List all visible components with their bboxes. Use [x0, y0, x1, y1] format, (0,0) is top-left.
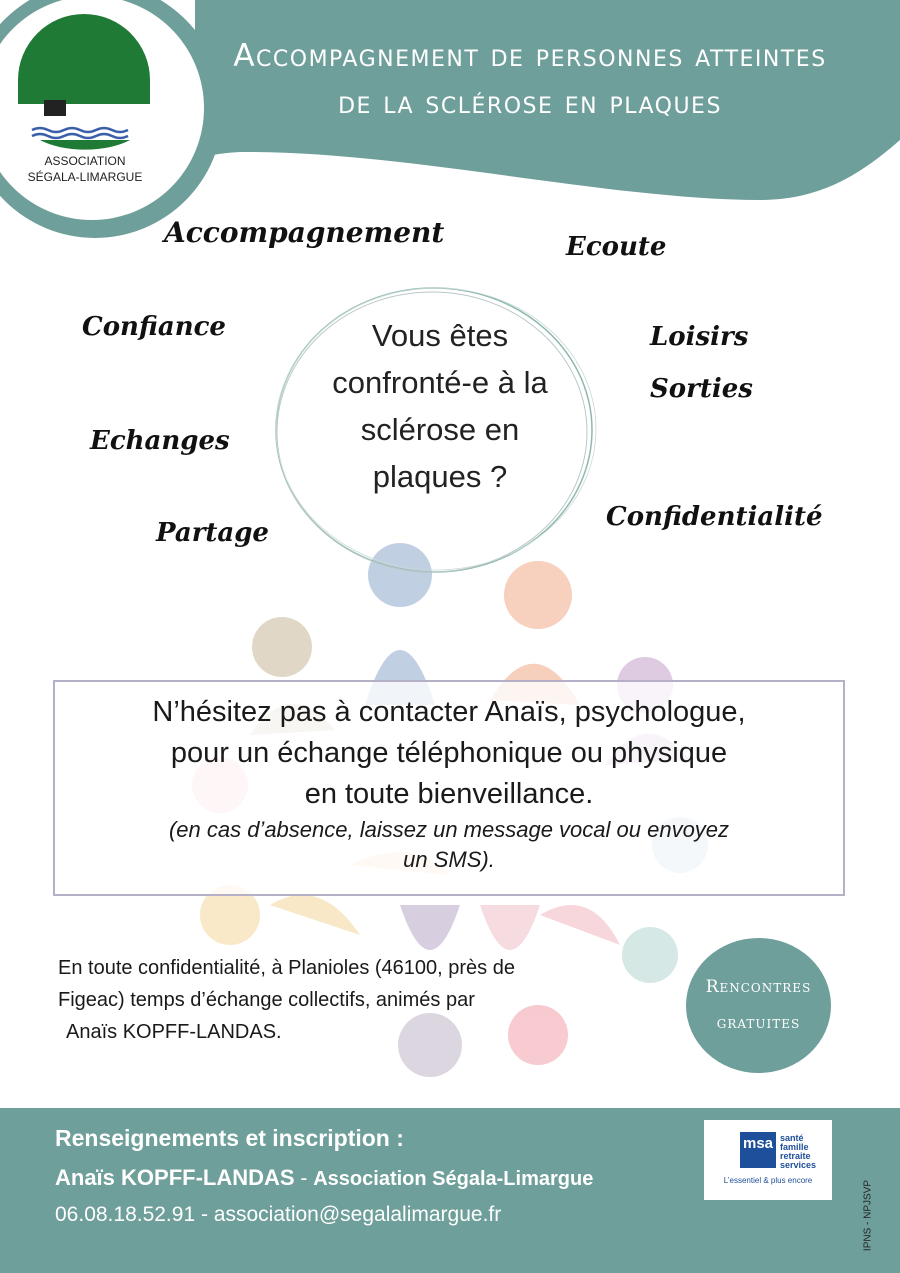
keyword-sorties: Sorties [650, 374, 753, 404]
keyword-partage: Partage [156, 518, 269, 548]
contact-line-2: pour un échange téléphonique ou physique [170, 737, 728, 769]
msa-letters: msa [742, 1135, 774, 1152]
side-code: IPNS - NPJSVP [862, 1179, 874, 1252]
keyword-confidentialite: Confidentialité [606, 502, 823, 532]
info-line-2: Figeac) temps d’échange collectifs, animés par [58, 989, 475, 1011]
footer-phone-email: 06.08.18.52.91 - association@segalalimargue.fr [55, 1203, 502, 1226]
keyword-accompagnement: Accompagnement [164, 216, 445, 249]
msa-tagline: L’essentiel & plus encore [723, 1176, 813, 1185]
msa-word-famille: famille [780, 1142, 809, 1152]
footer-contact-line [55, 1165, 593, 1191]
contact-line-1: N’hésitez pas à contacter Anaïs, psychologue, [152, 696, 746, 728]
contact-note-line-1: (en cas d’absence, laissez un message vocal ou envoyez [168, 817, 730, 842]
association-logo [0, 0, 205, 240]
contact-box [53, 680, 845, 896]
logo-text-name: SÉGALA-LIMARGUE [27, 170, 143, 184]
contact-line-3: en toute bienveillance. [304, 778, 594, 810]
tree-icon [0, 0, 170, 150]
msa-word-retraite: retraite [780, 1151, 811, 1161]
contact-note [55, 815, 843, 875]
question-line-3: sclérose en [360, 412, 520, 447]
msa-word-services: services [780, 1160, 817, 1170]
badge-line-1: Rencontres [705, 977, 812, 997]
free-meetings-badge [686, 938, 831, 1073]
msa-logo [704, 1120, 832, 1200]
footer-contact-name: Anaïs KOPFF-LANDAS [55, 1165, 295, 1190]
question-text [290, 312, 590, 500]
header-title-line-2: de la sclérose en plaques [338, 85, 722, 121]
keyword-echanges: Echanges [90, 426, 230, 456]
logo-text-association: ASSOCIATION [44, 154, 126, 168]
contact-note-line-2: un SMS). [403, 847, 495, 872]
footer-separator: - [294, 1167, 314, 1190]
info-line-1: En toute confidentialité, à Planioles (46100, près de [58, 957, 515, 979]
badge-line-2: gratuites [716, 1013, 801, 1033]
keyword-confiance: Confiance [82, 312, 226, 342]
question-line-1: Vous êtes [371, 318, 509, 353]
msa-mark-icon [740, 1132, 776, 1168]
header-title-line-1: Accompagnement de personnes atteintes [233, 38, 827, 74]
contact-message [55, 692, 843, 815]
footer-association-name: Association Ségala-Limargue [313, 1168, 594, 1190]
meeting-info [58, 952, 678, 1048]
question-line-2: confronté-e à la [332, 365, 548, 400]
footer-heading: Renseignements et inscription : [55, 1125, 404, 1151]
info-line-3: Anaïs KOPFF-LANDAS. [66, 1021, 282, 1043]
question-line-4: plaques ? [372, 459, 508, 494]
msa-word-sante: santé [780, 1133, 804, 1143]
keyword-loisirs: Loisirs [650, 322, 749, 352]
keyword-ecoute: Ecoute [566, 232, 667, 262]
